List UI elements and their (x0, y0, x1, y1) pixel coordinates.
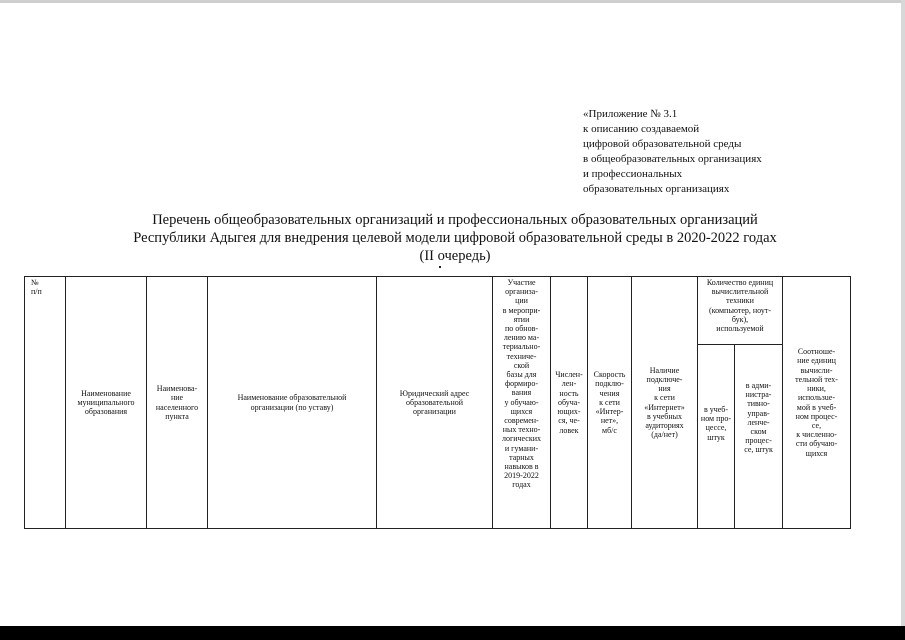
header-number (25, 277, 66, 529)
header-text-line: к сети (599, 397, 620, 407)
header-text-line: Юридический адрес (399, 388, 470, 398)
stray-dot (439, 266, 441, 268)
header-settlement (147, 277, 208, 529)
header-text-line: в адми- (745, 381, 772, 390)
title-line: Республики Адыгея для внедрения целевой модели цифровой образовательной среды в 2020-2022 годах (133, 230, 777, 246)
header-text-line: ных техно- (502, 425, 541, 435)
scan-right-edge (901, 0, 905, 640)
header-text-line: годах (512, 480, 531, 490)
header-text-line: аудиториях (645, 420, 684, 430)
header-text-line: организа- (505, 287, 538, 297)
appendix-line: образовательных организациях (583, 183, 730, 195)
header-text-line: ние единиц (797, 356, 836, 366)
header-text-line: Наименование (81, 388, 131, 398)
header-text-line: ния (658, 384, 671, 394)
header-text-line: лен- (561, 379, 577, 389)
header-participation (493, 277, 551, 529)
header-text-line: мб/с (602, 425, 617, 435)
header-text-line: ции (515, 296, 528, 306)
header-text-line: 2019-2022 (504, 471, 539, 481)
header-speed (588, 277, 632, 529)
header-text-line: цессе, (705, 423, 727, 433)
header-municipality (66, 277, 147, 529)
header-ratio (783, 277, 851, 529)
appendix-line: цифровой образовательной среды (583, 138, 742, 150)
header-text-line: ющих- (557, 407, 581, 417)
header-text-line: в учеб- (703, 405, 729, 414)
header-text-line: организации (по уставу) (250, 402, 334, 412)
header-text-line: подклю- (595, 379, 624, 389)
header-text-line: обуча- (557, 397, 580, 407)
header-text-line: ся, че- (558, 416, 580, 426)
header-text-line: щихся (805, 448, 828, 458)
header-text-line: сти обучаю- (795, 439, 838, 449)
header-text-line: Наименование образовательной (237, 393, 347, 403)
header-text-line: Скорость (593, 370, 626, 380)
header-text-line: и гумани- (504, 443, 539, 453)
header-text-line: Наименова- (156, 384, 198, 394)
header-legal-address (377, 277, 493, 529)
header-text-line: Числен- (555, 370, 583, 380)
header-text-line: пункта (165, 411, 189, 421)
document-title (60, 211, 850, 265)
header-text-line: п/п (31, 287, 42, 297)
header-text-line: мой в учеб- (796, 402, 837, 412)
header-text-line: штук (707, 432, 725, 442)
header-text-line: в учебных (646, 411, 683, 421)
header-text-line: управ- (747, 408, 770, 418)
header-text-line: логических (501, 434, 542, 444)
header-text-line: ном процес- (795, 411, 838, 421)
header-text-line: вычисли- (800, 365, 833, 375)
appendix-line: к описанию создаваемой (583, 123, 700, 135)
header-text-line: ской (513, 360, 530, 370)
header-equipment-administrative (735, 345, 783, 529)
appendix-line: «Приложение № 3.1 (583, 108, 678, 120)
header-text-line: тивно- (747, 399, 770, 409)
appendix-block (583, 107, 813, 197)
header-text-line: техники (726, 296, 754, 306)
header-text-line: организации (413, 407, 456, 417)
header-text-line: тельной тех- (795, 374, 838, 384)
header-text-line: териально- (502, 342, 541, 352)
header-text-line: нистра- (745, 390, 772, 400)
header-text-line: щихся (510, 406, 533, 416)
header-text-line: се, штук (744, 445, 773, 455)
header-text-line: вания (511, 388, 532, 398)
header-text-line: муниципального (77, 397, 135, 407)
title-line: Перечень общеобразовательных организаций и профессиональных образовательных организаций (152, 212, 758, 228)
header-text-line: подключе- (646, 374, 683, 384)
header-text-line: Участие (507, 278, 536, 287)
header-text-line: нет», (600, 416, 619, 426)
header-text-line: ние (170, 393, 184, 403)
header-org-name (208, 277, 377, 529)
header-text-line: Наличие (649, 365, 680, 375)
header-text-line: се, (811, 420, 822, 430)
header-text-line: Соотноше- (797, 347, 836, 357)
appendix-line: в общеобразовательных организациях (583, 153, 762, 165)
header-text-line: № (31, 278, 39, 287)
organizations-table (24, 276, 851, 529)
header-text-line: населенного (155, 402, 199, 412)
header-text-line: к сети (654, 393, 675, 403)
header-text-line: образования (84, 407, 128, 417)
header-text-line: навыков в (504, 462, 539, 472)
header-equipment-group (698, 277, 783, 345)
header-text-line: «Интер- (595, 407, 624, 417)
header-text-line: формиро- (504, 379, 539, 389)
header-text-line: использue- (798, 393, 836, 403)
header-headcount (551, 277, 588, 529)
header-text-line: бук), (731, 314, 749, 324)
header-text-line: у обучаю- (504, 397, 539, 407)
scan-top-edge (0, 0, 905, 3)
header-text-line: «Интернет» (644, 402, 685, 412)
header-text-line: по обнов- (504, 324, 539, 334)
scan-bottom-band (0, 626, 905, 640)
header-text-line: Количество единиц (706, 278, 774, 287)
header-equipment-educational (698, 345, 735, 529)
header-connection (632, 277, 698, 529)
header-text-line: образовательной (406, 397, 463, 407)
header-text-line: ятии (513, 314, 530, 324)
header-text-line: в меропри- (502, 305, 541, 315)
header-text-line: чения (599, 388, 620, 398)
appendix-line: и профессиональных (583, 168, 683, 180)
header-text-line: тарных (509, 452, 534, 462)
header-text-line: к численно- (796, 430, 837, 440)
header-text-line: ловек (559, 425, 579, 435)
header-text-line: процес- (745, 436, 772, 446)
header-text-line: вычислительной (711, 287, 769, 297)
header-text-line: ском (750, 427, 767, 437)
header-text-line: лению ма- (503, 333, 540, 343)
title-line: (II очередь) (419, 248, 491, 264)
header-text-line: используемой (716, 324, 764, 334)
header-text-line: современ- (504, 416, 539, 426)
header-text-line: (компьютер, ноут- (708, 305, 772, 315)
header-text-line: техниче- (506, 351, 537, 361)
header-text-line: базы для (506, 370, 537, 380)
header-text-line: ники, (807, 384, 826, 394)
header-text-line: ленче- (747, 417, 770, 427)
header-text-line: ном про- (700, 414, 732, 424)
header-text-line: ность (559, 388, 579, 398)
table-header-row (25, 277, 851, 345)
header-text-line: (да/нет) (651, 430, 678, 440)
